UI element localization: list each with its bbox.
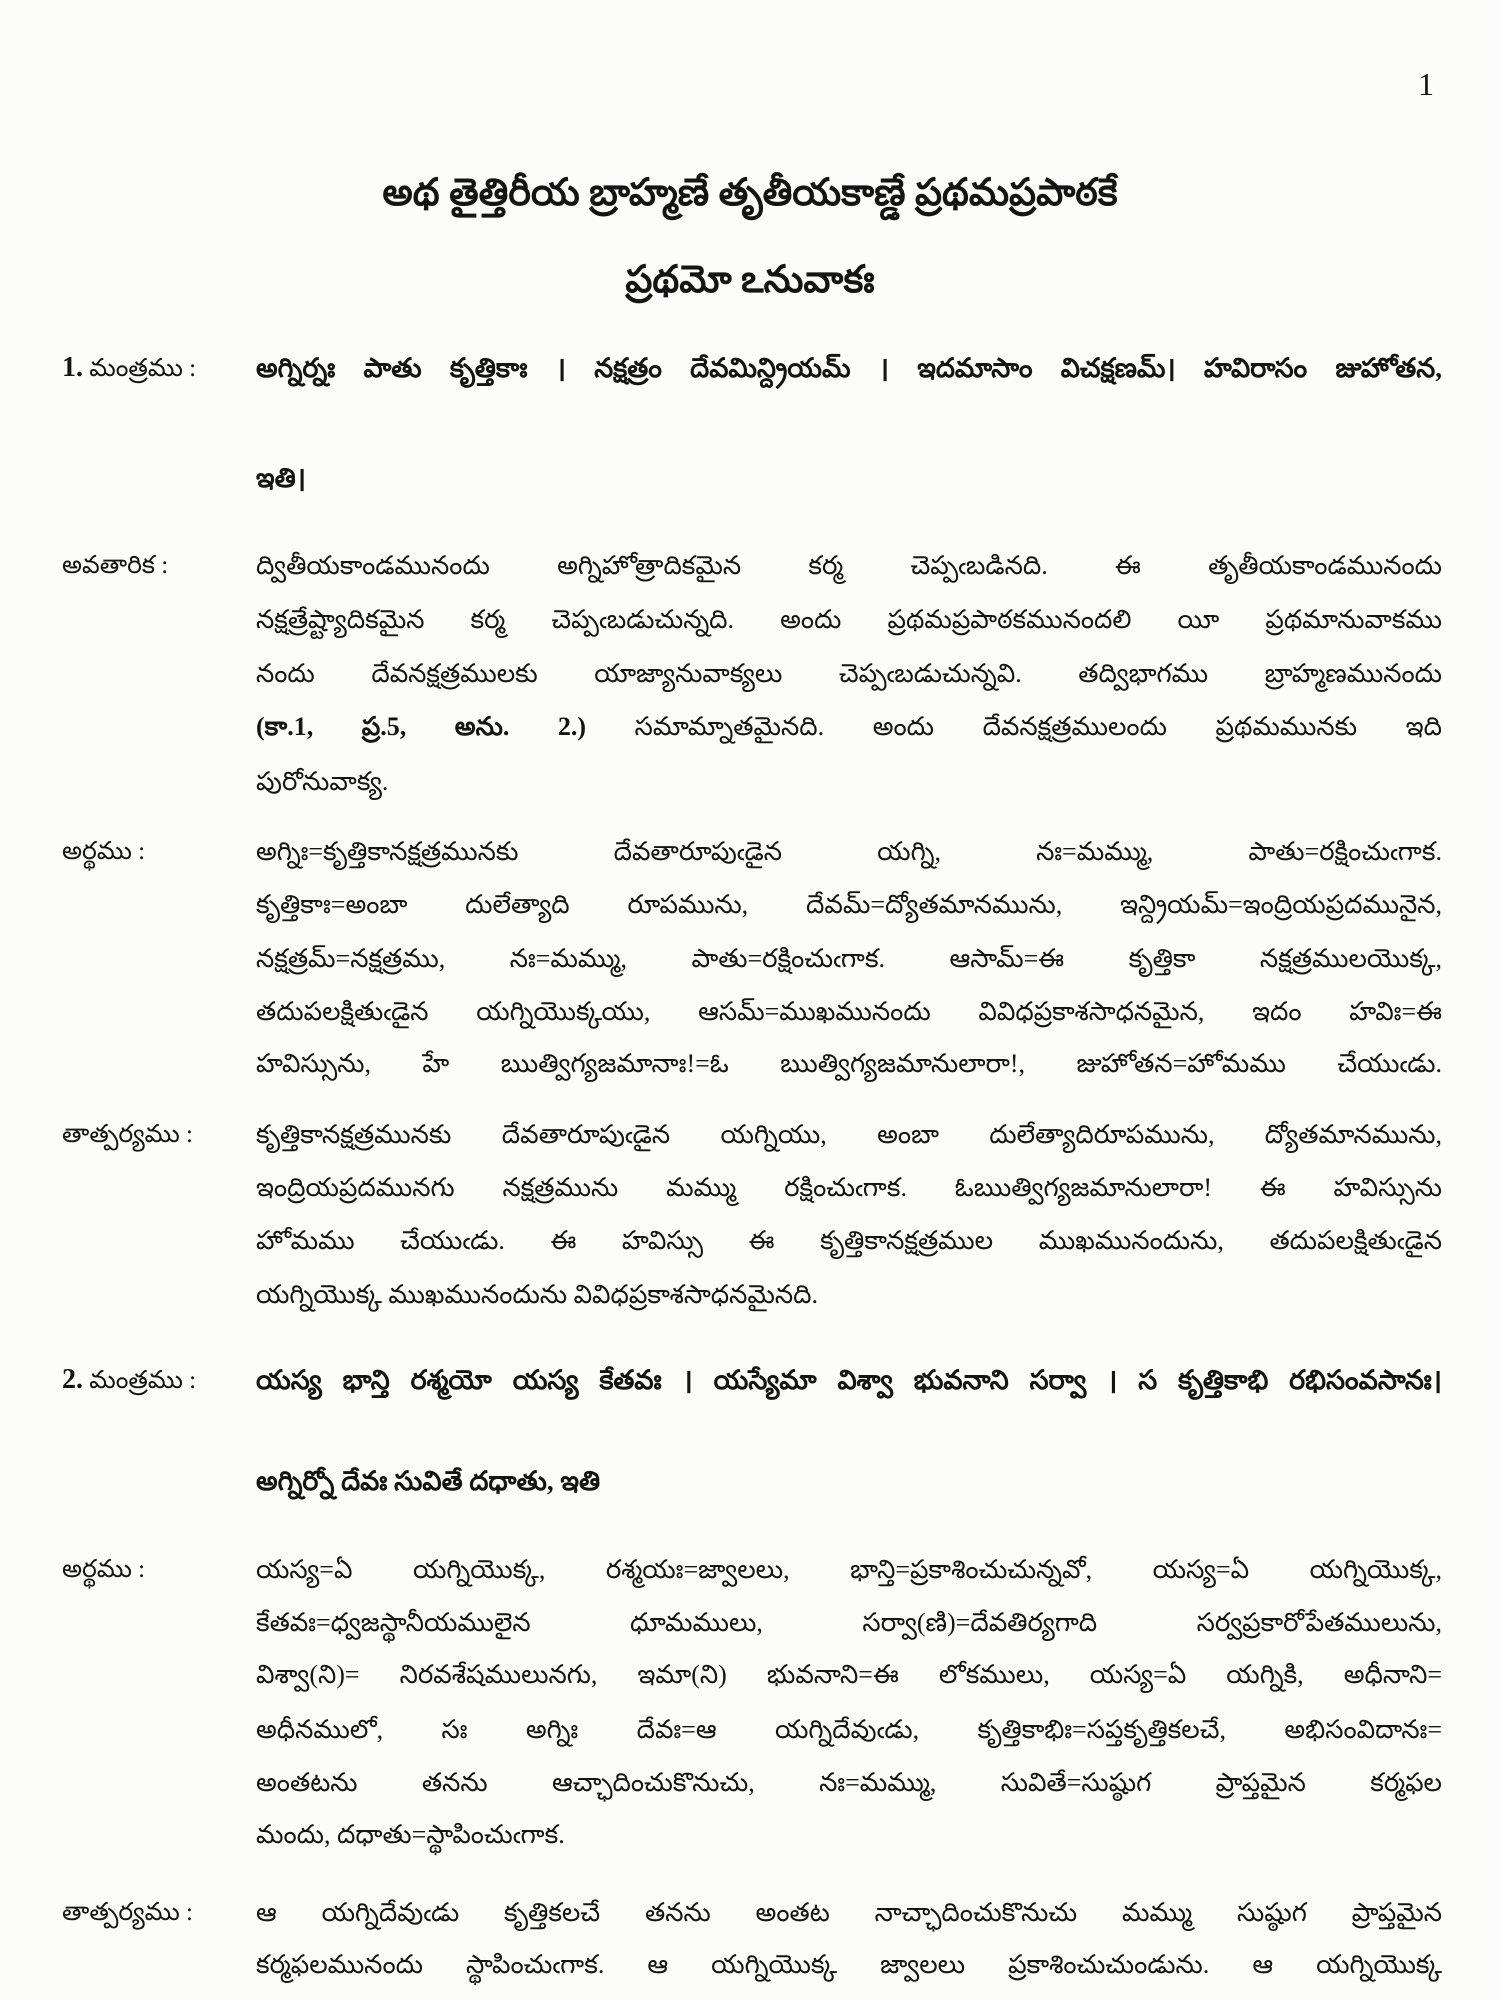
artha-1-line-4: తదుపలక్షితుఁడైన యగ్నియొక్కయు, ఆసమ్=ముఖమునందు వివిధప్రకాశసాధనమైన, ఇదం హవిః=ఈ <box>256 997 1442 1026</box>
mantra-2-line-1: యస్య భాన్తి రశ్మయో యస్య కేతవః । యస్యేమా విశ్వా భువనాని సర్వా । స కృత్తికాభి రభిసంవసానః। <box>256 1365 1442 1395</box>
avatarika-line-4-text: సమామ్నాతమైనది. అందు దేవనక్షత్రములందు ప్రథమమునకు ఇది <box>634 712 1442 741</box>
title-line-2: ప్రథమో ఽనువాకః <box>625 259 875 301</box>
mantra-1-line-2: ఇతి। <box>256 463 306 493</box>
tatparya-2-label: తాత్పర్యము : <box>62 1899 193 1926</box>
artha-2-line-5: అంతటను తనను ఆచ్ఛాదించుకొనుచు, నః=మమ్ము, సువితే=సుష్ఠుగ ప్రాప్తమైన కర్మఫల <box>256 1768 1442 1797</box>
artha-1-line-5: హవిస్సును, హే ఋత్విగ్యజమానాః!=ఓ ఋత్విగ్యజమానులారా!, జుహోతన=హోమము చేయుఁడు. <box>256 1049 1442 1078</box>
artha-1-line-2: కృత్తికాః=అంబా దులేత్యాది రూపమును, దేవమ్=ద్యోతమానమును, ఇన్ద్రియమ్=ఇంద్రియప్రదమునైన, <box>256 890 1442 919</box>
mantra-2-number: 2. <box>62 1364 83 1395</box>
tatparya-2-line-2: కర్మఫలమునందు స్థాపించుఁగాక. ఆ యగ్నియొక్క జ్వాలలు ప్రకాశించుచుండును. ఆ యగ్నియొక్క <box>256 1950 1442 1979</box>
artha-1-label: అర్థము : <box>62 838 146 865</box>
artha-2-line-3: విశ్వా(ని)= నిరవశేషములునగు, ఇమా(ని) భువనాని=ఈ లోకములు, యస్య=ఏ యగ్నికి, అధీనాని= <box>256 1660 1442 1689</box>
artha-1-line-3: నక్షత్రమ్=నక్షత్రము, నః=మమ్ము, పాతు=రక్షించుఁగాక. ఆసామ్=ఈ కృత్తికా నక్షత్రములయొక్క, <box>256 944 1442 973</box>
tatparya-1-line-2: ఇంద్రియప్రదమునగు నక్షత్రమును మమ్ము రక్షించుఁగాక. ఓఋత్విగ్యజమానులారా! ఈ హవిస్సును <box>256 1173 1442 1202</box>
tatparya-1-line-1: కృత్తికానక్షత్రమునకు దేవతారూపుఁడైన యగ్నియు, అంబా దులేత్యాదిరూపమును, ద్యోతమానమును, <box>256 1120 1442 1149</box>
reference-citation: (కా.1, ప్ర.5, అను. 2.) <box>256 712 587 741</box>
mantra-1-number: 1. <box>62 352 83 383</box>
tatparya-2-line-1: ఆ యగ్నిదేవుఁడు కృత్తికలచే తనను అంతట నాచ్ఛాదించుకొనుచు మమ్ము సుష్ఠుగ ప్రాప్తమైన <box>256 1898 1442 1927</box>
artha-2-line-4: అధీనములో, సః అగ్నిః దేవః=ఆ యగ్నిదేవుఁడు, కృత్తికాభిః=సప్తకృత్తికలచే, అభిసంవిదానః= <box>256 1715 1442 1744</box>
avatarika-label: అవతారిక : <box>62 552 169 579</box>
avatarika-line-2: నక్షత్రేష్ట్యాదికమైన కర్మ చెప్పఁబడుచున్నది. అందు ప్రథమప్రపాఠకమునందలి యీ ప్రథమానువాకము <box>256 605 1442 634</box>
mantra-2-label-text: మంత్రము : <box>89 1367 197 1394</box>
artha-2-line-6: మందు, దధాతు=స్థాపించుఁగాక. <box>256 1820 565 1849</box>
artha-2-line-1: యస్య=ఏ యగ్నియొక్క, రశ్మయః=జ్వాలలు, భాన్తి=ప్రకాశించుచున్నవో, యస్య=ఏ యగ్నియొక్క, <box>256 1555 1442 1584</box>
avatarika-line-3: నందు దేవనక్షత్రములకు యాజ్యానువాక్యలు చెప్పఁబడుచున్నవి. తద్విభాగము బ్రాహ్మణమునందు <box>256 659 1442 688</box>
title-line-1: అథ తైత్తిరీయ బ్రాహ్మణే తృతీయకాణ్డే ప్రథమప్రపాఠకే <box>382 172 1118 214</box>
tatparya-1-label: తాత్పర్యము : <box>62 1121 193 1148</box>
artha-2-line-2: కేతవః=ధ్వజస్థానీయములైన ధూమములు, సర్వా(ణి)=దేవతిర్యగాది సర్వప్రకారోపేతములును, <box>256 1608 1442 1637</box>
page-number: 1 <box>1418 66 1434 102</box>
avatarika-line-5: పురోనువాక్య. <box>256 767 389 796</box>
mantra-1-label <box>62 346 252 390</box>
tatparya-1-line-3: హోమము చేయుఁడు. ఈ హవిస్సు ఈ కృత్తికానక్షత్రముల ముఖమునందును, తదుపలక్షితుఁడైన <box>256 1226 1442 1255</box>
mantra-2-label <box>62 1358 252 1402</box>
mantra-2-line-2: అగ్నిర్నో దేవః సువితే దధాతు, ఇతి <box>256 1466 601 1496</box>
mantra-1-label-text: మంత్రము : <box>89 355 197 382</box>
avatarika-line-1: ద్వితీయకాండమునందు అగ్నిహోత్రాదికమైన కర్మ చెప్పఁబడినది. ఈ తృతీయకాండమునందు <box>256 551 1442 580</box>
mantra-1-line-1: అగ్నిర్నః పాతు కృత్తికాః । నక్షత్రం దేవమిన్ద్రియమ్ । ఇదమాసాం విచక్షణమ్। హవిరాసం జుహోతన, <box>256 353 1442 383</box>
artha-2-label: అర్థము : <box>62 1556 146 1583</box>
avatarika-line-4 <box>256 705 1442 749</box>
tatparya-1-line-4: యగ్నియొక్క ముఖమునందును వివిధప్రకాశసాధనమైనది. <box>256 1280 818 1309</box>
artha-1-line-1: అగ్నిః=కృత్తికానక్షత్రమునకు దేవతారూపుఁడైన యగ్ని, నః=మమ్ము, పాతు=రక్షించుఁగాక. <box>256 837 1442 866</box>
